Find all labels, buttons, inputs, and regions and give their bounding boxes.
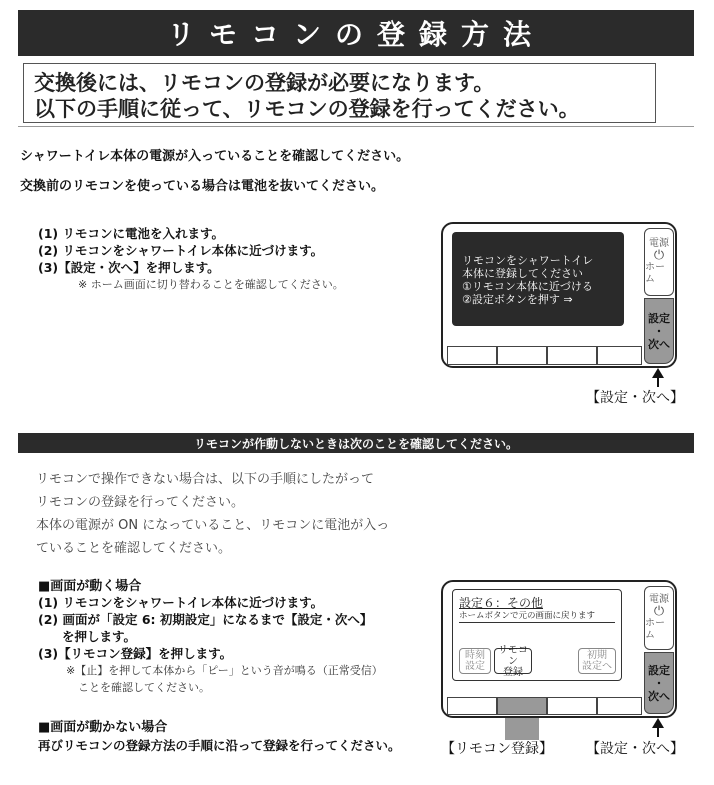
section-header: リモコンが作動しないときは次のことを確認してください。 xyxy=(18,433,694,453)
step-note: ※ ホーム画面に切り替わることを確認してください。 xyxy=(78,278,344,291)
step-2-2: (2) 画面が「設定 6: 初期設定」になるまで【設定・次へ】 xyxy=(38,612,373,627)
step-2-3: (3)【リモコン登録】を押します。 xyxy=(38,646,233,661)
setting-label: 設定 xyxy=(648,311,670,325)
para-line-4: ていることを確認してください。 xyxy=(36,541,232,556)
notice-box xyxy=(23,63,656,123)
setting-label: 設定 xyxy=(648,663,670,677)
step-2-2-cont: を押します。 xyxy=(62,629,137,644)
case-not-moving-text: 再びリモコンの登録方法の手順に沿って登録を行ってください。 xyxy=(38,738,401,753)
soft-btn-label: 登録 xyxy=(503,666,523,678)
step-2: (2) リモコンをシャワートイレ本体に近づけます。 xyxy=(38,243,324,258)
page-title: リモコンの登録方法 xyxy=(18,10,694,56)
para-line-3: 本体の電源が ON になっていること、リモコンに電池が入っ xyxy=(36,518,390,533)
step-2-note-2: ことを確認してください。 xyxy=(78,681,210,694)
bottom-button-a[interactable] xyxy=(447,346,497,365)
soft-btn-label: 設定へ xyxy=(582,661,612,672)
remote-screen-1 xyxy=(452,232,624,326)
bottom-button-remote-register[interactable] xyxy=(497,697,547,715)
power-home-button-1[interactable] xyxy=(644,228,674,296)
caption-setting-next-2: 【設定・次へ】 xyxy=(586,741,684,757)
notice-line-2: 以下の手順に従って、リモコンの登録を行ってください。 xyxy=(34,97,580,121)
power-label: 電源 xyxy=(649,238,669,249)
soft-btn-label: 初期 xyxy=(587,650,607,661)
home-label: ホーム xyxy=(645,618,665,641)
caption-setting-next-1: 【設定・次へ】 xyxy=(586,390,684,406)
bottom-button-c[interactable] xyxy=(547,346,597,365)
setting-next-button-1[interactable] xyxy=(644,298,674,364)
step-3: (3)【設定・次へ】を押します。 xyxy=(38,260,220,275)
power-icon: ⏻ xyxy=(653,604,665,619)
steps-list-1 xyxy=(38,225,344,293)
power-home-button-2[interactable] xyxy=(644,586,674,650)
steps-list-2 xyxy=(38,594,383,696)
bottom-button-c2[interactable] xyxy=(547,697,597,715)
setting-dot: ・ xyxy=(653,324,665,338)
case-moving-heading: ■画面が動く場合 xyxy=(38,579,142,594)
setting-next-button-2[interactable] xyxy=(644,652,674,714)
screen-line-2: 本体に登録してください xyxy=(462,267,583,280)
screen-line-1: リモコンをシャワートイレ xyxy=(462,254,594,267)
power-label: 電源 xyxy=(649,594,669,605)
step-2-note-1: ※【止】を押して本体から「ピー」という音が鳴る（正常受信） xyxy=(66,664,383,677)
power-icon: ⏻ xyxy=(653,248,665,263)
bottom-button-d2[interactable] xyxy=(597,697,642,715)
highlight-remote-register xyxy=(505,718,539,740)
intro-line-1: シャワートイレ本体の電源が入っていることを確認してください。 xyxy=(20,149,410,164)
para-line-2: リモコンの登録を行ってください。 xyxy=(36,495,245,510)
intro-line-2: 交換前のリモコンを使っている場合は電池を抜いてください。 xyxy=(20,179,385,194)
next-label: 次へ xyxy=(648,689,670,703)
arrow-stem xyxy=(657,727,659,737)
arrow-stem xyxy=(657,377,659,387)
setting-dot: ・ xyxy=(653,676,665,690)
bottom-button-a2[interactable] xyxy=(447,697,497,715)
home-label: ホーム xyxy=(645,262,665,285)
notice-line-1: 交換後には、リモコンの登録が必要になります。 xyxy=(34,71,495,95)
next-label: 次へ xyxy=(648,337,670,351)
step-1: (1) リモコンに電池を入れます。 xyxy=(38,226,224,241)
step-2-1: (1) リモコンをシャワートイレ本体に近づけます。 xyxy=(38,595,324,610)
bottom-button-b[interactable] xyxy=(497,346,547,365)
para-line-1: リモコンで操作できない場合は、以下の手順にしたがって xyxy=(36,472,375,487)
troubleshoot-paragraph xyxy=(36,468,389,560)
soft-button-time-setting[interactable] xyxy=(459,648,491,674)
soft-button-initial-setting[interactable] xyxy=(578,648,616,674)
case-not-moving-heading: ■画面が動かない場合 xyxy=(38,720,168,735)
screen2-subtitle: ホームボタンで元の画面に戻ります xyxy=(459,610,615,623)
bottom-button-d[interactable] xyxy=(597,346,642,365)
soft-button-remote-register[interactable] xyxy=(494,644,532,678)
screen-line-4: ②設定ボタンを押す ⇒ xyxy=(462,293,573,306)
soft-btn-label: 時刻 xyxy=(465,650,485,661)
divider xyxy=(18,126,694,127)
screen-line-3: ①リモコン本体に近づける xyxy=(462,280,593,293)
screen2-title: 設定６：その他 xyxy=(459,596,544,610)
soft-btn-label: リモコン xyxy=(498,644,528,667)
caption-remote-register: 【リモコン登録】 xyxy=(441,741,553,757)
soft-btn-label: 設定 xyxy=(465,661,485,672)
